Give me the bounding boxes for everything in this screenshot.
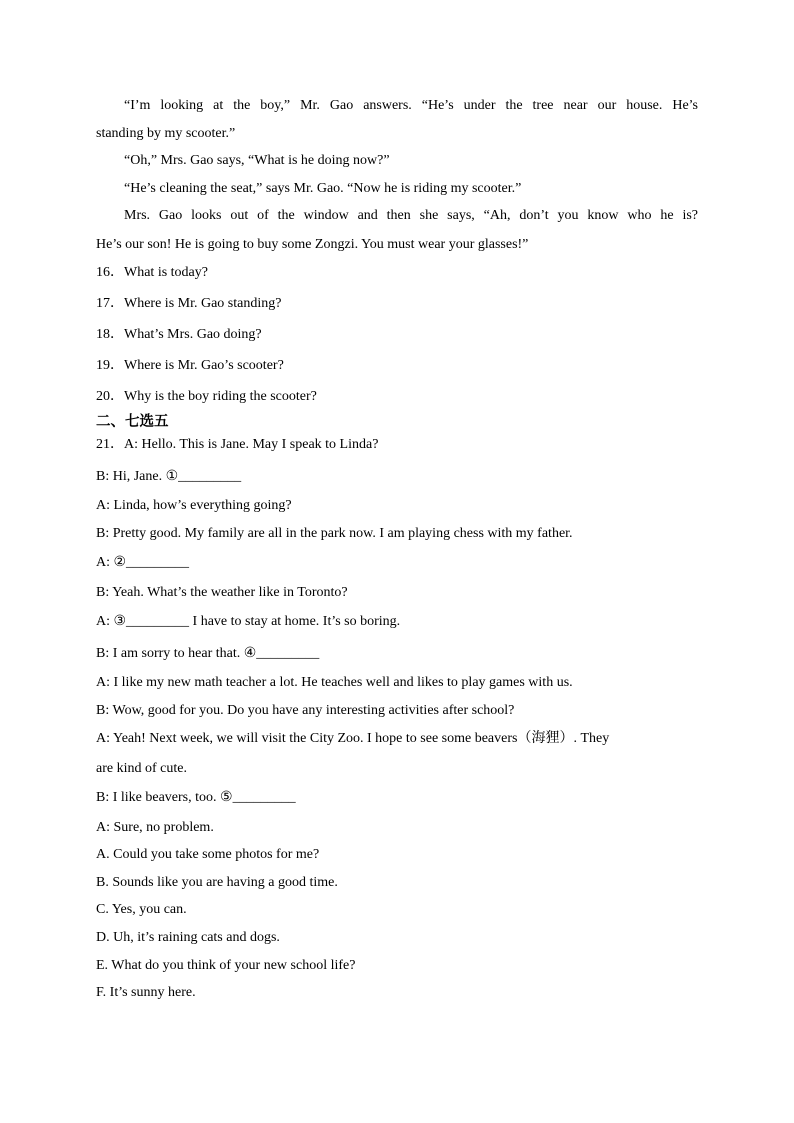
dialogue-line-4: B: Pretty good. My family are all in the park now. I am playing chess with my father.: [96, 526, 573, 541]
section-heading: 二、七选五: [96, 414, 169, 430]
dialogue-line-1: 21．A: Hello. This is Jane. May I speak to Linda?: [96, 437, 379, 452]
question-17: 17．Where is Mr. Gao standing?: [96, 296, 282, 311]
question-20: 20．Why is the boy riding the scooter?: [96, 389, 317, 404]
question-19: 19．Where is Mr. Gao’s scooter?: [96, 358, 284, 373]
dialogue-line-12: are kind of cute.: [96, 761, 187, 776]
option-d: D. Uh, it’s raining cats and dogs.: [96, 930, 280, 945]
dialogue-line-3: A: Linda, how’s everything going?: [96, 498, 292, 513]
dialogue-line-5: A: ②_________: [96, 555, 190, 570]
option-a: A. Could you take some photos for me?: [96, 847, 320, 862]
dialogue-line-6: B: Yeah. What’s the weather like in Toronto?: [96, 585, 348, 600]
passage-paragraph-3: “He’s cleaning the seat,” says Mr. Gao. “Now he is riding my scooter.”: [124, 181, 522, 196]
passage-paragraph-1-line-1: “I’m looking at the boy,” Mr. Gao answers. “He’s under the tree near our house. He’s: [124, 98, 698, 113]
dialogue-line-13: B: I like beavers, too. ⑤_________: [96, 790, 296, 805]
dialogue-line-8: B: I am sorry to hear that. ④_________: [96, 646, 320, 661]
dialogue-line-9: A: I like my new math teacher a lot. He teaches well and likes to play games with us.: [96, 675, 573, 690]
dialogue-line-2: B: Hi, Jane. ①_________: [96, 469, 242, 484]
passage-paragraph-1-line-2: standing by my scooter.”: [96, 126, 236, 141]
passage-paragraph-4-line-1: Mrs. Gao looks out of the window and then she says, “Ah, don’t you know who he is?: [124, 208, 698, 223]
option-c: C. Yes, you can.: [96, 902, 187, 917]
dialogue-line-14: A: Sure, no problem.: [96, 820, 214, 835]
question-16: 16．What is today?: [96, 265, 208, 280]
dialogue-line-7: A: ③_________ I have to stay at home. It’s so boring.: [96, 614, 401, 629]
question-18: 18．What’s Mrs. Gao doing?: [96, 327, 262, 342]
passage-paragraph-2: “Oh,” Mrs. Gao says, “What is he doing now?”: [124, 153, 390, 168]
dialogue-line-10: B: Wow, good for you. Do you have any interesting activities after school?: [96, 703, 515, 718]
option-f: F. It’s sunny here.: [96, 985, 196, 1000]
passage-paragraph-4-line-2: He’s our son! He is going to buy some Zongzi. You must wear your glasses!”: [96, 237, 529, 252]
option-e: E. What do you think of your new school life?: [96, 958, 356, 973]
option-b: B. Sounds like you are having a good time.: [96, 875, 338, 890]
dialogue-line-11: A: Yeah! Next week, we will visit the City Zoo. I hope to see some beavers（海狸）. They: [96, 731, 610, 746]
